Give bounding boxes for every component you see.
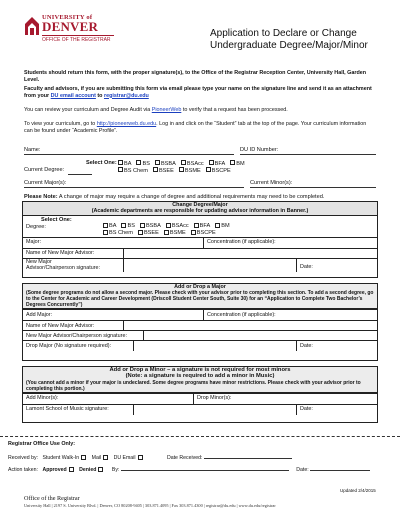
lamont-row [23, 404, 377, 415]
change-concentration-label: Concentration (if applicable): [207, 239, 276, 246]
du-email-account-link[interactable]: DU email account [50, 92, 96, 99]
add-drop-major-note: (Some degree programs do not allow a second major. Please check with your advisor prior to completing this section. To add a second degree, go to the Center for Academic and Career Development (Driscoll Student Center South, Suite 30) for an “Application to Complete Two Bachelor’s Degrees Concurrently”) [26, 290, 374, 309]
current-degree-option-label: BSCPE [211, 167, 231, 174]
select-one-label: Select One: [86, 160, 117, 166]
change-degree-option-label: BSCPE [196, 230, 216, 237]
logo-denver-text: DENVER [42, 19, 99, 34]
walk-in-checkbox[interactable] [81, 455, 86, 460]
du-email-label: DU Email [113, 455, 136, 461]
current-degree-options-row2 [116, 167, 316, 174]
footer-office-name: Office of the Registrar [24, 495, 80, 502]
change-major-row [23, 237, 377, 248]
change-signature-field[interactable] [23, 259, 123, 272]
current-degree-option-label: BFA [214, 160, 226, 167]
office-use-separator [0, 436, 400, 437]
change-degree-option-checkbox[interactable] [103, 223, 108, 228]
add-concentration-field[interactable] [203, 310, 377, 320]
divider [133, 341, 296, 351]
change-advisor-label: Name of New Major Advisor: [26, 249, 95, 256]
lamont-date-label: Date: [300, 406, 313, 413]
add-drop-major-section [22, 283, 378, 361]
current-degree-line [68, 174, 92, 175]
change-degree-label: Degree: [26, 223, 46, 230]
current-degree-option-checkbox[interactable] [118, 167, 123, 172]
current-degree-option-checkbox[interactable] [209, 160, 214, 165]
current-degree-option-label: BS Chem [124, 167, 148, 174]
change-major-field[interactable] [23, 238, 203, 248]
change-degree-option-label: BSAcc [171, 223, 189, 230]
drop-major-field[interactable] [23, 341, 133, 351]
change-degree-option-checkbox[interactable] [103, 230, 108, 235]
divider [123, 321, 124, 330]
current-degree-option-label: BS [142, 160, 150, 167]
divider [133, 405, 296, 415]
please-note-label: Please Note: [24, 194, 58, 200]
faculty-instructions [24, 86, 376, 99]
faculty-to-text: to [95, 92, 104, 99]
change-degree-option-label: BM [221, 223, 230, 230]
drop-major-row [23, 340, 377, 351]
du-email-checkbox[interactable] [138, 455, 143, 460]
faculty-text: Faculty and advisors, if you are submitting this form via email please type your name on the signature line and send it as an attachment from your [24, 86, 372, 99]
footer-address: University Hall | 2197 S. University Blvd. | Denver, CO 80208-9405 | 303.871.4095 | Fax 303.871.4300 | registrar@du.edu | www.du.edu/registrar [24, 503, 276, 508]
current-degree-option-checkbox[interactable] [155, 160, 160, 165]
change-degree-option-label: BS Chem [109, 230, 133, 237]
minor-row [23, 393, 377, 404]
current-degree-option-checkbox[interactable] [136, 160, 141, 165]
add-drop-major-header [23, 284, 377, 309]
change-degree-major-subtitle: (Academic departments are responsible for updating advisor information in Banner.) [91, 208, 309, 215]
form-title-line1: Application to Declare or Change [210, 28, 357, 39]
current-degree-option-label: BSEE [158, 167, 174, 174]
received-by-row [8, 453, 392, 461]
change-advisor-field[interactable] [23, 249, 123, 258]
current-degree-option-checkbox[interactable] [181, 160, 186, 165]
current-majors-field[interactable] [24, 180, 244, 188]
office-use-heading: Registrar Office Use Only: [8, 441, 76, 447]
name-field[interactable] [24, 147, 234, 155]
approved-checkbox[interactable] [69, 467, 74, 472]
add-advisor-label: Name of New Major Advisor: [26, 322, 95, 329]
add-drop-minor-subtitle: (Note: a signature is required to add a minor in Music) [125, 373, 275, 380]
add-signature-label: New Major Advisor/Chairperson signature: [26, 332, 127, 339]
current-minors-label: Current Minor(s): [250, 180, 293, 186]
action-taken-row [8, 465, 392, 473]
action-date-label: Date: [296, 467, 309, 473]
drop-minor-field[interactable] [193, 394, 377, 404]
add-signature-row [23, 330, 377, 340]
change-degree-major-section [22, 201, 378, 278]
add-concentration-label: Concentration (if applicable): [207, 312, 276, 319]
du-id-label: DU ID Number: [240, 147, 279, 153]
denied-label: Denied [79, 467, 97, 473]
change-degree-options-row2 [101, 230, 321, 237]
please-note-text: A change of major may require a change of degree and additional requirements may need to be completed. [57, 194, 325, 200]
review-instructions [24, 107, 376, 114]
current-degree-option-checkbox[interactable] [118, 160, 123, 165]
change-degree-major-header [23, 202, 377, 216]
change-degree-option-checkbox[interactable] [164, 230, 169, 235]
by-field[interactable] [121, 465, 289, 471]
current-degree-option-checkbox[interactable] [153, 167, 158, 172]
change-major-label: Major: [26, 239, 41, 246]
change-degree-option-checkbox[interactable] [121, 223, 126, 228]
du-id-field[interactable] [240, 147, 376, 155]
date-received-label: Date Received: [166, 455, 203, 461]
drop-minor-label: Drop Minor(s): [197, 395, 232, 402]
current-degree-option-checkbox[interactable] [206, 167, 211, 172]
approved-label: Approved [42, 467, 67, 473]
change-advisor-row [23, 248, 377, 258]
students-instructions: Students should return this form, with the proper signature(s), to the Office of the Registrar Reception Center, University Hall, Garden Level. [24, 70, 367, 83]
add-drop-minor-header [23, 367, 377, 393]
change-concentration-field[interactable] [203, 238, 377, 248]
current-degree-label: Current Degree: [24, 167, 65, 173]
change-degree-option-label: BA [109, 223, 117, 230]
current-degree-option-checkbox[interactable] [230, 160, 235, 165]
by-label: By: [111, 467, 120, 473]
divider [143, 331, 144, 340]
change-degree-row [23, 216, 377, 237]
logo-mark [24, 16, 40, 36]
add-drop-major-title: Add or Drop a Major [174, 284, 226, 290]
date-received-field[interactable] [204, 453, 292, 459]
current-degree-select [24, 160, 376, 176]
add-major-field[interactable] [23, 310, 203, 320]
add-major-label: Add Major: [26, 312, 53, 319]
drop-major-date-field[interactable] [296, 341, 377, 351]
divider [123, 249, 124, 258]
name-label: Name: [24, 147, 41, 153]
change-degree-option-checkbox[interactable] [138, 230, 143, 235]
change-degree-option-label: BFA [199, 223, 211, 230]
change-degree-option-label: BSEE [143, 230, 159, 237]
current-majors-label: Current Major(s): [24, 180, 67, 186]
action-taken-label: Action taken: [8, 467, 38, 473]
add-minor-label: Add Minor(s): [26, 395, 59, 402]
received-by-label: Received by: [8, 455, 38, 461]
view-curriculum-instructions [24, 121, 376, 134]
change-degree-option-checkbox[interactable] [191, 230, 196, 235]
add-signature-field[interactable] [23, 331, 143, 340]
walk-in-label: Student Walk-In [42, 455, 80, 461]
pioneerweb-url-link[interactable]: http://pioneerweb.du.edu [96, 121, 157, 127]
change-degree-option-checkbox[interactable] [215, 223, 220, 228]
change-signature-row [23, 258, 377, 272]
add-drop-minor-section [22, 366, 378, 423]
review-text: You can review your curriculum and Degree Audit via [24, 107, 152, 113]
change-signature-label-2: Advisor/Chairperson signature: [26, 265, 101, 272]
add-drop-minor-title: Add or Drop a Minor – a signature is not required for most minors [109, 367, 291, 373]
add-advisor-field[interactable] [23, 321, 123, 330]
current-minors-field[interactable] [250, 180, 376, 188]
updated-date: Updated 2/4/2015 [340, 488, 376, 493]
view-text: To view your curriculum, go to [24, 121, 97, 127]
change-degree-option-checkbox[interactable] [140, 223, 145, 228]
form-title-line2: Undergraduate Degree/Major/Minor [210, 40, 368, 51]
form-title [210, 28, 390, 52]
lamont-signature-label: Lamont School of Music signature: [26, 406, 109, 413]
change-select-one-label: Select One: [41, 216, 72, 223]
add-major-row [23, 309, 377, 320]
current-degree-option-label: BA [124, 160, 132, 167]
view-suffix-text: . Log in and click on the “Student” tab at the top of the page. Your curriculum information can be found under “Academic Profile”. [24, 121, 367, 134]
divider [123, 259, 296, 272]
review-suffix-text: to verify that a request has been processed. [181, 107, 288, 113]
current-degree-option-label: BSME [184, 167, 201, 174]
logo-office-text: OFFICE OF THE REGISTRAR [42, 35, 114, 43]
logo-university-text: UNIVERSITY of [42, 14, 93, 21]
please-note [24, 194, 376, 201]
registrar-email-link[interactable]: registrar@du.edu [103, 92, 149, 99]
change-degree-option-label: BSME [169, 230, 186, 237]
mail-checkbox[interactable] [103, 455, 108, 460]
change-degree-option-checkbox[interactable] [166, 223, 171, 228]
current-degree-option-label: BSAcc [186, 160, 204, 167]
lamont-signature-field[interactable] [23, 405, 133, 415]
change-degree-major-title: Change Degree/Major [172, 202, 228, 208]
action-date-field[interactable] [310, 465, 370, 471]
drop-major-date-label: Date: [300, 343, 313, 350]
mail-label: Mail [91, 455, 102, 461]
change-degree-option-label: BSBA [145, 223, 161, 230]
lamont-date-field[interactable] [296, 405, 377, 415]
current-degree-option-label: BSBA [160, 160, 176, 167]
add-minor-field[interactable] [23, 394, 193, 404]
denied-checkbox[interactable] [98, 467, 103, 472]
change-degree-option-checkbox[interactable] [194, 223, 199, 228]
add-drop-minor-note: (You cannot add a minor if your major is undeclared. Some degree programs have minor restrictions. Please check with your advisor prior to completing this portion.) [26, 379, 361, 392]
change-date-label: Date: [300, 264, 313, 271]
current-degree-option-label: BM [236, 160, 245, 167]
current-degree-option-checkbox[interactable] [179, 167, 184, 172]
drop-major-label: Drop Major (No signature required): [26, 343, 112, 350]
pioneerweb-link[interactable]: PioneerWeb [151, 107, 182, 113]
change-date-field[interactable] [296, 259, 377, 272]
du-logo [24, 14, 144, 54]
change-signature-label-1: New Major [26, 258, 52, 265]
change-degree-option-label: BS [127, 223, 135, 230]
add-advisor-row [23, 320, 377, 330]
